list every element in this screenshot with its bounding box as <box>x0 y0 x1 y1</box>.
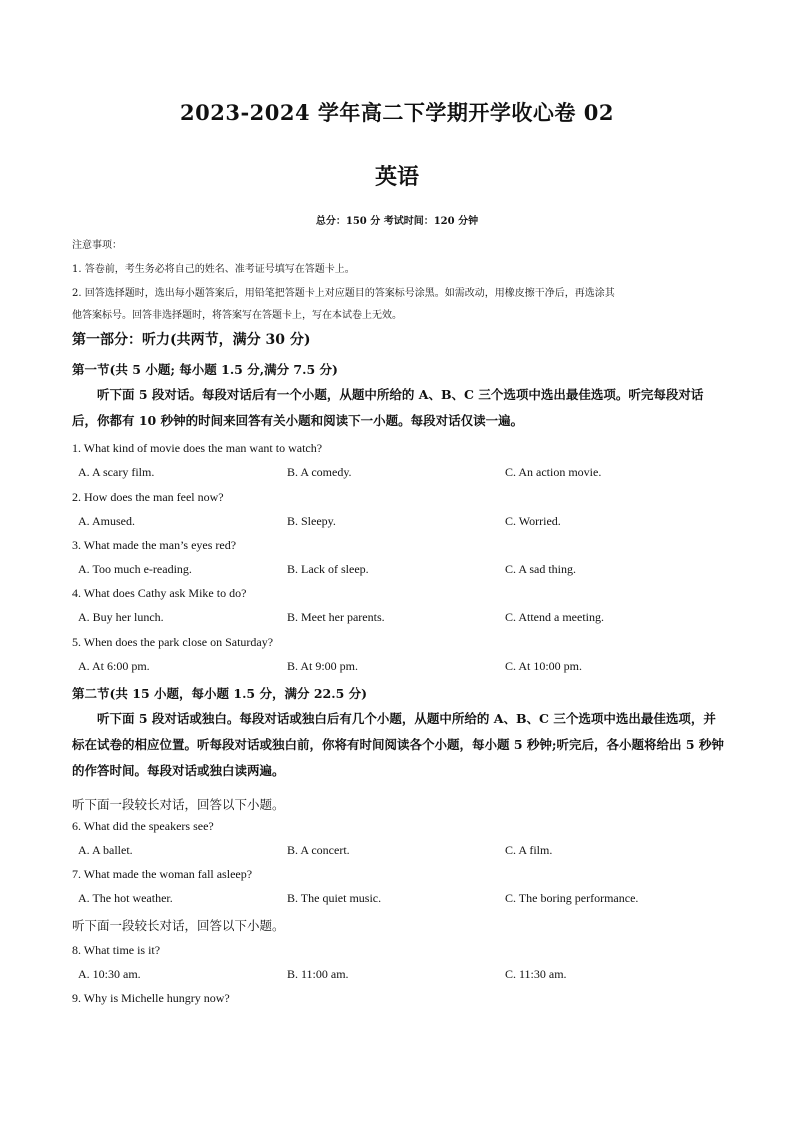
note-1: 1. 答卷前，考生务必将自己的姓名、准考证号填写在答题卡上。 <box>72 264 355 275</box>
section1-title: 第一节(共 5 小题; 每小题 1.5 分,满分 7.5 分) <box>72 362 338 377</box>
option-7b: B. The quiet music. <box>287 891 382 905</box>
question-3: 3. What made the man’s eyes red? <box>72 538 237 552</box>
question-4: 4. What does Cathy ask Mike to do? <box>72 586 247 600</box>
part1-title: 第一部分：听力(共两节，满分 30 分) <box>72 332 311 348</box>
exam-title: 2023-2024 学年高二下学期开学收心卷 02 <box>180 100 614 125</box>
option-4c: C. Attend a meeting. <box>505 610 604 624</box>
option-1a: A. A scary film. <box>78 465 155 479</box>
option-4b: B. Meet her parents. <box>287 610 385 624</box>
question-2: 2. How does the man feel now? <box>72 490 224 504</box>
section2-instructions: 听下面 5 段对话或独白。每段对话或独白后有几个小题，从题中所给的 A、B、C 三个选项中选出最佳选项，并标在试卷的相应位置。听每段对话或独白前，你将有时间阅读各个小题，每小题 5 秒钟;听完后，各小题将给出 5 秒钟的作答时间。每段对话或独白读两遍。 <box>72 711 724 778</box>
option-2a: A. Amused. <box>78 514 135 528</box>
option-3a: A. Too much e-reading. <box>78 562 192 576</box>
option-5c: C. At 10:00 pm. <box>505 659 583 673</box>
option-8b: B. 11:00 am. <box>287 967 349 981</box>
option-3c: C. A sad thing. <box>505 562 577 576</box>
option-7c: C. The boring performance. <box>505 891 639 905</box>
option-6a: A. A ballet. <box>78 843 133 857</box>
option-5a: A. At 6:00 pm. <box>78 659 150 673</box>
note-2-line-1: 2. 回答选择题时，选出每小题答案后，用铅笔把答题卡上对应题目的答案标号涂黑。如需改动，用橡皮擦干净后，再选涂其 <box>72 288 615 299</box>
option-6b: B. A concert. <box>287 843 350 857</box>
section2-title: 第二节(共 15 小题，每小题 1.5 分，满分 22.5 分) <box>72 686 368 701</box>
option-2b: B. Sleepy. <box>287 514 336 528</box>
question-8: 8. What time is it? <box>72 943 161 957</box>
option-8a: A. 10:30 am. <box>78 967 141 981</box>
option-5b: B. At 9:00 pm. <box>287 659 359 673</box>
option-6c: C. A film. <box>505 843 553 857</box>
notes-title: 注意事项： <box>72 240 122 251</box>
exam-meta: 总分：150 分 考试时间：120 分钟 <box>315 216 479 227</box>
option-8c: C. 11:30 am. <box>505 967 567 981</box>
option-7a: A. The hot weather. <box>78 891 173 905</box>
section2-lead-1: 听下面一段较长对话，回答以下小题。 <box>72 797 285 812</box>
option-2c: C. Worried. <box>505 514 561 528</box>
option-1c: C. An action movie. <box>505 465 602 479</box>
question-5: 5. When does the park close on Saturday? <box>72 635 274 649</box>
question-6: 6. What did the speakers see? <box>72 819 214 833</box>
option-3b: B. Lack of sleep. <box>287 562 369 576</box>
section1-instructions: 听下面 5 段对话。每段对话后有一个小题，从题中所给的 A、B、C 三个选项中选出最佳选项。听完每段对话后，你都有 10 秒钟的时间来回答有关小题和阅读下一小题。每段对话仅读一遍。 <box>72 387 704 428</box>
question-9: 9. Why is Michelle hungry now? <box>72 991 230 1005</box>
subject-title: 英语 <box>374 164 419 190</box>
question-7: 7. What made the woman fall asleep? <box>72 867 253 881</box>
question-1: 1. What kind of movie does the man want to watch? <box>72 441 323 455</box>
section2-lead-2: 听下面一段较长对话，回答以下小题。 <box>72 918 285 933</box>
option-1b: B. A comedy. <box>287 465 352 479</box>
note-2-line-2: 他答案标号。回答非选择题时，将答案写在答题卡上，写在本试卷上无效。 <box>72 310 402 321</box>
option-4a: A. Buy her lunch. <box>78 610 164 624</box>
